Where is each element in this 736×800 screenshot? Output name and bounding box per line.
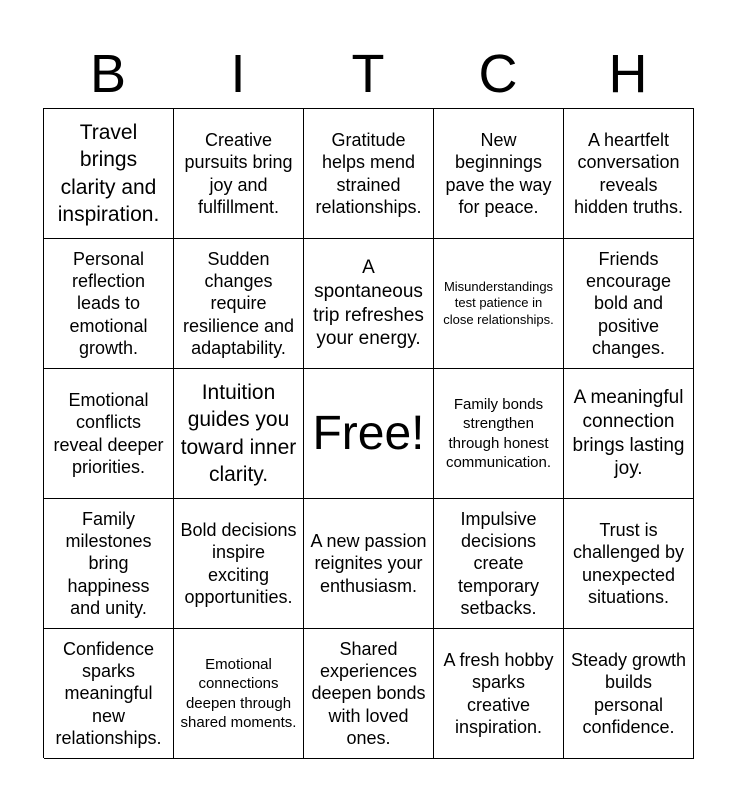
bingo-cell[interactable]: Misunderstandings test patience in close relationships. <box>434 239 564 369</box>
bingo-cell[interactable]: A new passion reignites your enthusiasm. <box>304 499 434 629</box>
bingo-cell[interactable]: Creative pursuits bring joy and fulfillment. <box>174 109 304 239</box>
bingo-cell[interactable]: Family milestones bring happiness and unity. <box>44 499 174 629</box>
bingo-cell[interactable]: Shared experiences deepen bonds with loved ones. <box>304 629 434 759</box>
header-letter-t: T <box>351 44 385 104</box>
bingo-cell[interactable]: Travel brings clarity and inspiration. <box>44 109 174 239</box>
bingo-cell[interactable]: Personal reflection leads to emotional growth. <box>44 239 174 369</box>
bingo-cell[interactable]: Family bonds strengthen through honest communication. <box>434 369 564 499</box>
bingo-cell[interactable]: New beginnings pave the way for peace. <box>434 109 564 239</box>
bingo-cell[interactable]: Friends encourage bold and positive changes. <box>564 239 694 369</box>
bingo-cell[interactable]: Trust is challenged by unexpected situations. <box>564 499 694 629</box>
bingo-cell[interactable]: Gratitude helps mend strained relationships. <box>304 109 434 239</box>
bingo-cell[interactable]: Intuition guides you toward inner clarity. <box>174 369 304 499</box>
bingo-cell[interactable]: Confidence sparks meaningful new relationships. <box>44 629 174 759</box>
bingo-board <box>43 108 694 758</box>
bingo-cell[interactable]: Emotional connections deepen through shared moments. <box>174 629 304 759</box>
header-letter-c: C <box>478 44 518 104</box>
header-letter-i: I <box>230 44 246 104</box>
bingo-cell[interactable]: Bold decisions inspire exciting opportunities. <box>174 499 304 629</box>
bingo-header <box>43 40 693 108</box>
bingo-cell[interactable]: A fresh hobby sparks creative inspiration. <box>434 629 564 759</box>
bingo-cell[interactable]: A spontaneous trip refreshes your energy. <box>304 239 434 369</box>
bingo-cell[interactable]: A heartfelt conversation reveals hidden truths. <box>564 109 694 239</box>
bingo-cell[interactable]: A meaningful connection brings lasting joy. <box>564 369 694 499</box>
header-letter-b: B <box>89 44 127 104</box>
bingo-cell[interactable]: Sudden changes require resilience and adaptability. <box>174 239 304 369</box>
free-space-cell[interactable]: Free! <box>304 369 434 499</box>
bingo-cell[interactable]: Steady growth builds personal confidence. <box>564 629 694 759</box>
bingo-cell[interactable]: Emotional conflicts reveal deeper priorities. <box>44 369 174 499</box>
bingo-cell[interactable]: Impulsive decisions create temporary setbacks. <box>434 499 564 629</box>
header-letter-h: H <box>608 44 648 104</box>
